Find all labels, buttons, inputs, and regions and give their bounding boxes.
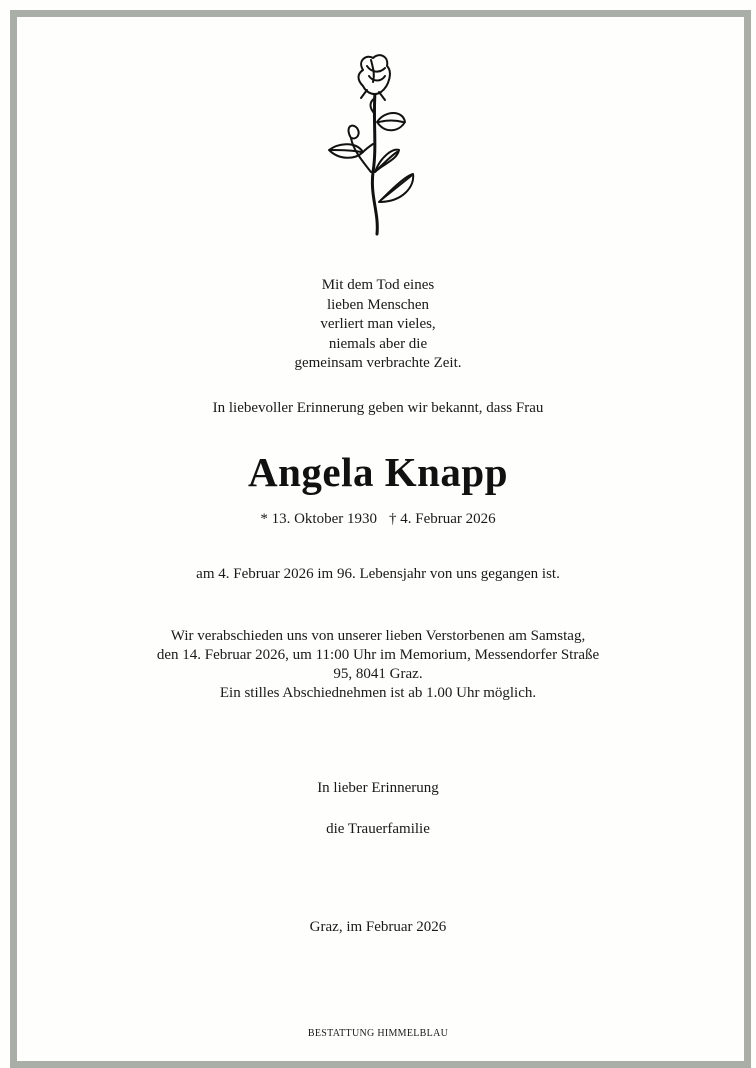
death-date: † 4. Februar 2026: [389, 511, 496, 527]
deceased-name: Angela Knapp: [247, 449, 509, 495]
announcement-intro: In liebevoller Erinnerung geben wir bekannt, dass Frau: [212, 400, 544, 416]
memory-closing: In lieber Erinnerung: [317, 780, 439, 796]
poem-line: lieben Menschen: [326, 296, 430, 313]
funeral-home-footer: BESTATTUNG HIMMELBLAU: [307, 1028, 449, 1039]
poem-line: gemeinsam verbrachte Zeit.: [294, 355, 462, 371]
poem-line: verliert man vieles,: [320, 316, 436, 332]
rose-icon: [323, 52, 419, 236]
birth-date: * 13. Oktober 1930: [260, 511, 377, 527]
life-dates: [0, 510, 756, 529]
poem-line: niemals aber die: [328, 335, 428, 352]
family-signature: die Trauerfamilie: [326, 821, 430, 837]
funeral-details: [0, 627, 756, 703]
funeral-line: Ein stilles Abschiednehmen ist ab 1.00 Uhr möglich.: [219, 685, 537, 701]
memorial-poem: [0, 276, 756, 374]
place-and-date: Graz, im Februar 2026: [309, 919, 447, 935]
passing-statement: am 4. Februar 2026 im 96. Lebensjahr von uns gegangen ist.: [196, 566, 560, 582]
funeral-line: Wir verabschieden uns von unserer lieben Verstorbenen am Samstag,: [170, 628, 586, 644]
poem-line: Mit dem Tod eines: [321, 277, 435, 293]
funeral-line: 95, 8041 Graz.: [333, 666, 423, 682]
funeral-line: den 14. Februar 2026, um 11:00 Uhr im Memorium, Messendorfer Straße: [156, 647, 600, 663]
